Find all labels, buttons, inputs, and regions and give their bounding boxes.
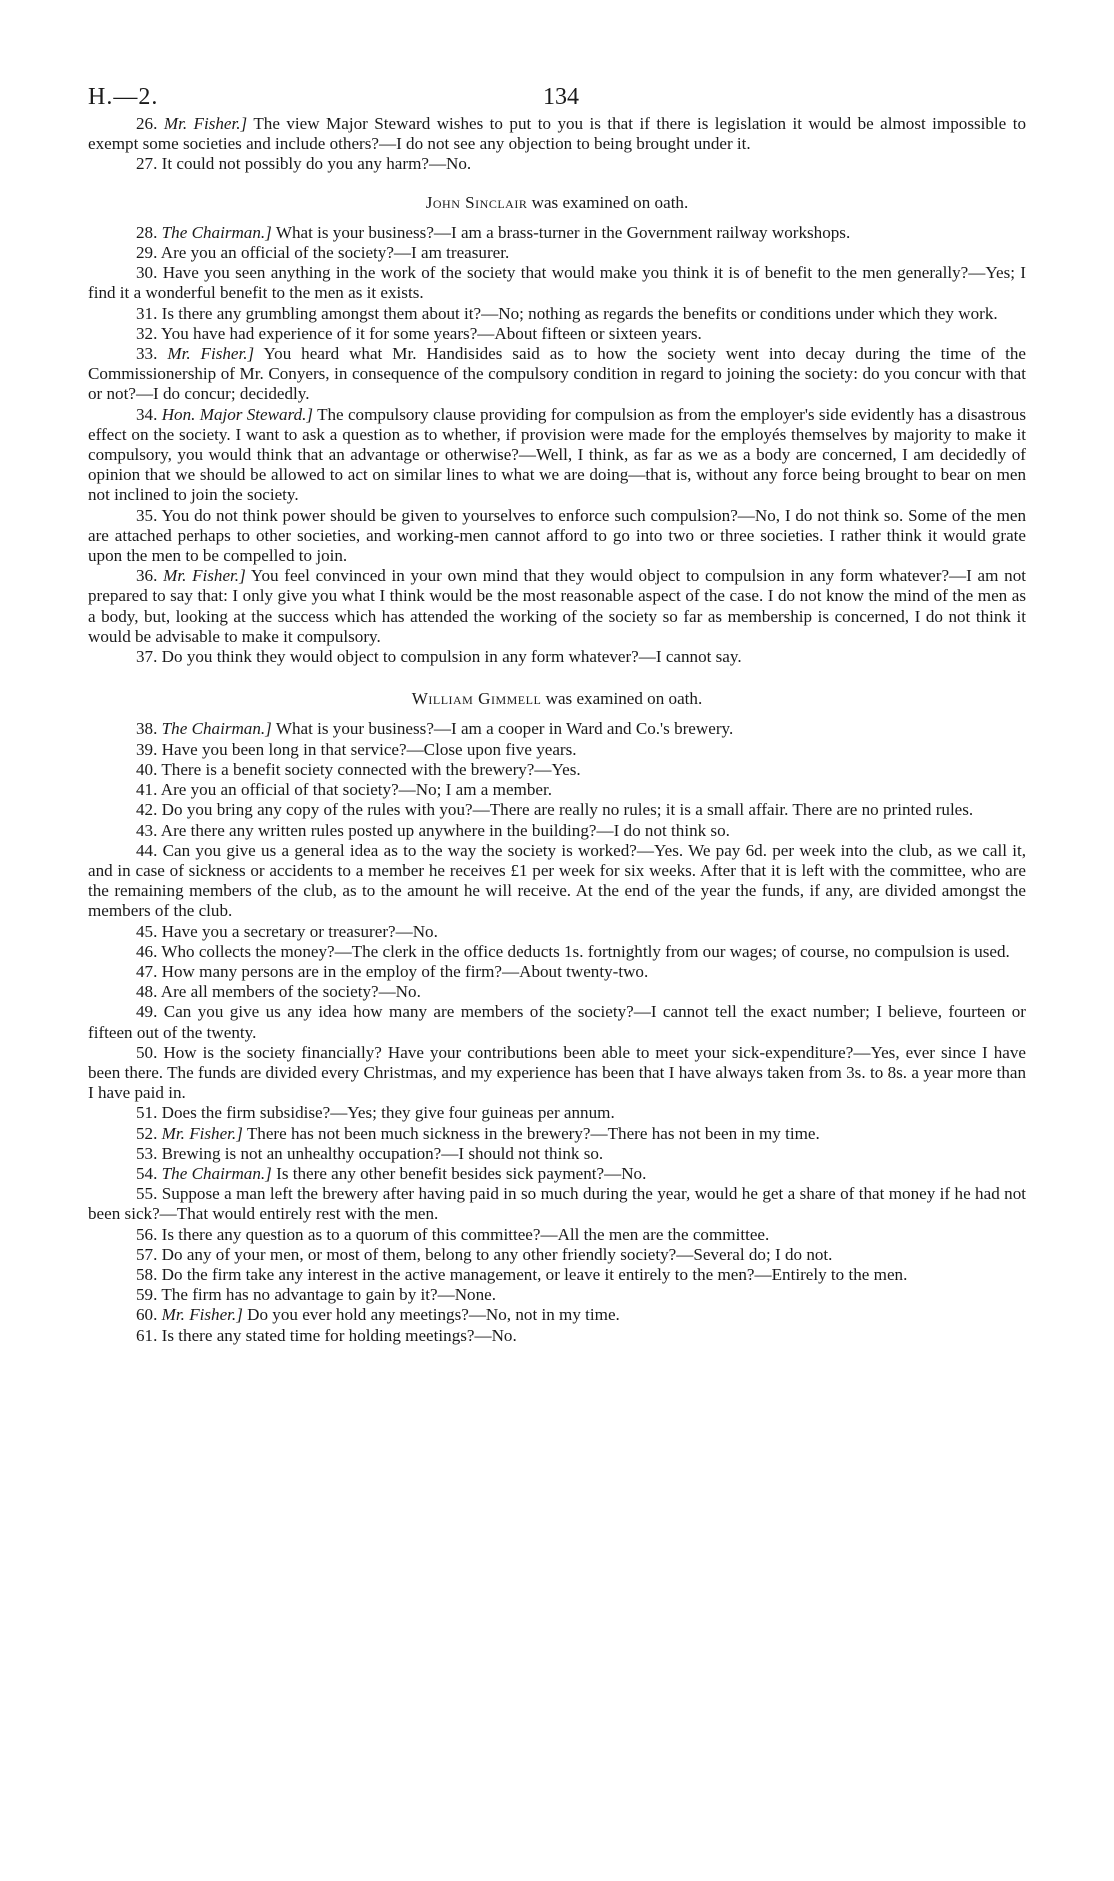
- question-answer: [88, 821, 1026, 841]
- question-answer: [88, 1164, 1026, 1184]
- question-text: Do the firm take any interest in the active management, or leave it entirely to the men?—Entirely to the men.: [161, 1264, 908, 1284]
- question-number: 39.: [136, 739, 158, 759]
- testimony-section: [88, 719, 1026, 1345]
- question-text: Are you an official of the society?—I am treasurer.: [160, 243, 510, 263]
- question-answer: [88, 1285, 1026, 1305]
- speaker-name: Mr. Fisher.]: [163, 114, 248, 133]
- question-answer: [88, 405, 1026, 506]
- question-text: The view Major Steward wishes to put to you is that if there is legislation it would be almost impossible to exempt some societies and include others?—I do not see any objection to being brought under it.: [88, 114, 1026, 154]
- question-number: 61.: [136, 1325, 158, 1345]
- question-text: Is there any question as to a quorum of this committee?—All the men are the committee.: [161, 1224, 770, 1244]
- witness-oath-note: was examined on oath.: [545, 689, 703, 709]
- question-answer: [88, 223, 1026, 243]
- question-number: 27.: [136, 154, 158, 174]
- document-reference: H.—2.: [88, 84, 159, 110]
- question-text: Is there any other benefit besides sick payment?—No.: [276, 1163, 647, 1183]
- question-answer: [88, 1305, 1026, 1325]
- question-number: 58.: [136, 1264, 158, 1284]
- question-answer: [88, 962, 1026, 982]
- question-text: Have you seen anything in the work of the society that would make you think it is of benefit to the men generally?—Yes; I find it a wonderful benefit to the men as it exists.: [88, 263, 1027, 303]
- question-number: 54.: [136, 1163, 158, 1183]
- question-text: You heard what Mr. Handisides said as to how the society went into decay during the time of the Commissionership of Mr. Conyers, in consequence of the compulsory condition in regard to joining the society: do you concur with that or not?—I do concur; decidedly.: [88, 344, 1027, 404]
- question-number: 28.: [136, 222, 158, 242]
- testimony-section: [88, 223, 1026, 667]
- speaker-name: Mr. Fisher.]: [161, 1305, 243, 1325]
- question-number: 50.: [136, 1042, 158, 1062]
- question-answer: [88, 243, 1026, 263]
- witness-name: John Sinclair: [425, 192, 528, 212]
- question-answer: [88, 1245, 1026, 1265]
- question-number: 52.: [136, 1123, 158, 1143]
- question-answer: [88, 1002, 1026, 1042]
- question-text: Suppose a man left the brewery after having paid in so much during the year, would he get a share of that money if he had not been sick?—That would entirely rest with the men.: [88, 1184, 1026, 1224]
- witness-oath-note: was examined on oath.: [531, 192, 689, 212]
- speaker-name: Mr. Fisher.]: [161, 1123, 243, 1143]
- question-number: 34.: [136, 404, 158, 424]
- question-text: You have had experience of it for some years?—About fifteen or sixteen years.: [161, 323, 702, 343]
- question-answer: [88, 800, 1026, 820]
- question-answer: [88, 841, 1026, 922]
- question-answer: [88, 114, 1026, 154]
- question-number: 29.: [136, 243, 158, 263]
- question-number: 59.: [136, 1285, 158, 1305]
- question-number: 48.: [136, 982, 158, 1002]
- question-answer: [88, 263, 1026, 303]
- question-text: Have you a secretary or treasurer?—No.: [161, 921, 438, 941]
- question-answer: [88, 942, 1026, 962]
- question-text: Can you give us any idea how many are members of the society?—I cannot tell the exact number; I believe, fourteen or fifteen out of the twenty.: [88, 1002, 1026, 1042]
- question-text: Do you ever hold any meetings?—No, not in my time.: [247, 1305, 620, 1325]
- question-text: Is there any stated time for holding meetings?—No.: [161, 1325, 517, 1345]
- question-number: 43.: [136, 820, 158, 840]
- question-number: 57.: [136, 1244, 158, 1264]
- speaker-name: The Chairman.]: [161, 719, 272, 739]
- question-number: 46.: [136, 941, 158, 961]
- question-number: 55.: [136, 1184, 158, 1204]
- speaker-name: Hon. Major Steward.]: [161, 404, 314, 424]
- question-number: 41.: [136, 780, 158, 800]
- question-number: 44.: [136, 840, 158, 860]
- question-text: The compulsory clause providing for compulsion as from the employer's side evidently has a disastrous effect on the society. I want to ask a question as to whether, if provision were made for the employés themselves by majority to make it compulsory, you would think that an advantage or otherwise?—Well, I think, as far as we as a body are concerned, I am decidedly of opinion that we should be allowed to act on similar lines to what we are doing—that is, without any force being brought to bear on men not inclined to join the society.: [88, 404, 1026, 505]
- question-text: Can you give us a general idea as to the way the society is worked?—Yes. We pay 6d. per week into the club, as we call it, and in case of sickness or accidents to a member he receives £1 per week for six weeks. After that it is left with the committee, who are the remaining members of the club, as to the amount he will receive. At the end of the year the funds, if any, are divided amongst the members of the club.: [88, 840, 1026, 921]
- question-text: Are all members of the society?—No.: [160, 982, 421, 1002]
- question-answer: [88, 154, 1026, 174]
- page-header: [88, 70, 1026, 114]
- question-answer: [88, 719, 1026, 739]
- question-text: What is your business?—I am a brass-turner in the Government railway workshops.: [275, 222, 851, 242]
- question-text: Are you an official of that society?—No; I am a member.: [160, 780, 553, 800]
- question-number: 36.: [136, 566, 158, 586]
- question-answer: [88, 1265, 1026, 1285]
- witness-name: William Gimmell: [411, 689, 542, 709]
- question-text: The firm has no advantage to gain by it?—None.: [161, 1285, 496, 1305]
- speaker-name: The Chairman.]: [161, 222, 272, 242]
- question-text: How many persons are in the employ of the firm?—About twenty-two.: [161, 961, 649, 981]
- question-text: You do not think power should be given to yourselves to enforce such compulsion?—No, I do not think so. Some of the men are attached perhaps to other societies, and working-men cannot afford to go into two or three societies. I rather think it would grate upon the men to be compelled to join.: [88, 505, 1026, 566]
- question-text: Do you think they would object to compulsion in any form whatever?—I cannot say.: [161, 647, 742, 667]
- question-text: There is a benefit society connected with the brewery?—Yes.: [161, 759, 581, 779]
- question-answer: [88, 1043, 1026, 1104]
- question-number: 35.: [136, 505, 158, 525]
- question-text: Are there any written rules posted up anywhere in the building?—I do not think so.: [160, 820, 730, 840]
- question-number: 33.: [136, 344, 158, 364]
- question-answer: [88, 1103, 1026, 1123]
- question-text: Do you bring any copy of the rules with you?—There are really no rules; it is a small affair. There are no printed rules.: [161, 800, 974, 820]
- question-text: Who collects the money?—The clerk in the office deducts 1s. fortnightly from our wages; of course, no compulsion is used.: [161, 941, 1010, 961]
- question-text: Do any of your men, or most of them, belong to any other friendly society?—Several do; I do not.: [161, 1244, 833, 1264]
- question-number: 47.: [136, 961, 158, 981]
- question-number: 56.: [136, 1224, 158, 1244]
- question-number: 42.: [136, 800, 158, 820]
- witness-heading: [88, 689, 1026, 709]
- question-number: 32.: [136, 323, 158, 343]
- speaker-name: Mr. Fisher.]: [163, 566, 246, 586]
- question-answer: [88, 566, 1026, 647]
- question-text: Does the firm subsidise?—Yes; they give four guineas per annum.: [161, 1103, 615, 1123]
- question-answer: [88, 760, 1026, 780]
- question-text: Have you been long in that service?—Close upon five years.: [161, 739, 577, 759]
- speaker-name: Mr. Fisher.]: [167, 344, 255, 364]
- question-number: 31.: [136, 303, 158, 323]
- witness-heading: [88, 193, 1026, 213]
- question-number: 30.: [136, 263, 158, 283]
- question-answer: [88, 1184, 1026, 1224]
- question-text: How is the society financially? Have your contributions been able to meet your sick-expenditure?—Yes, ever since I have been there. The funds are divided every Christmas, and my experience has been that I have always taken from 3s. to 8s. a year more than I have paid in.: [88, 1042, 1026, 1103]
- question-text: There has not been much sickness in the brewery?—There has not been in my time.: [246, 1123, 820, 1143]
- document-page: [88, 70, 1026, 1346]
- question-number: 26.: [136, 114, 158, 133]
- question-text: You feel convinced in your own mind that they would object to compulsion in any form whatever?—I am not prepared to say that: I only give you what I think would be the most reasonable aspect of the case. I do not know the mind of the men as a body, but, looking at the success which has attended the working of the society so far as membership is concerned, I do not think it would be advisable to make it compulsory.: [88, 566, 1026, 646]
- question-number: 53.: [136, 1143, 158, 1163]
- question-answer: [88, 1124, 1026, 1144]
- question-text: What is your business?—I am a cooper in Ward and Co.'s brewery.: [275, 719, 734, 739]
- question-text: Is there any grumbling amongst them about it?—No; nothing as regards the benefits or conditions under which they work.: [161, 303, 998, 323]
- question-answer: [88, 740, 1026, 760]
- question-number: 40.: [136, 759, 158, 779]
- question-answer: [88, 780, 1026, 800]
- question-answer: [88, 922, 1026, 942]
- question-text: It could not possibly do you any harm?—No.: [161, 154, 472, 174]
- question-answer: [88, 982, 1026, 1002]
- question-answer: [88, 506, 1026, 567]
- question-answer: [88, 344, 1026, 405]
- question-answer: [88, 324, 1026, 344]
- question-number: 38.: [136, 719, 158, 739]
- page-number: 134: [543, 84, 579, 110]
- question-answer: [88, 647, 1026, 667]
- question-answer: [88, 1225, 1026, 1245]
- question-answer: [88, 1326, 1026, 1346]
- question-text: Brewing is not an unhealthy occupation?—I should not think so.: [161, 1143, 604, 1163]
- question-number: 45.: [136, 921, 158, 941]
- speaker-name: The Chairman.]: [161, 1163, 272, 1183]
- question-answer: [88, 1144, 1026, 1164]
- question-number: 37.: [136, 647, 158, 667]
- question-number: 51.: [136, 1103, 158, 1123]
- question-answer: [88, 304, 1026, 324]
- question-number: 49.: [136, 1002, 158, 1022]
- testimony-section: [88, 114, 1026, 175]
- question-number: 60.: [136, 1305, 158, 1325]
